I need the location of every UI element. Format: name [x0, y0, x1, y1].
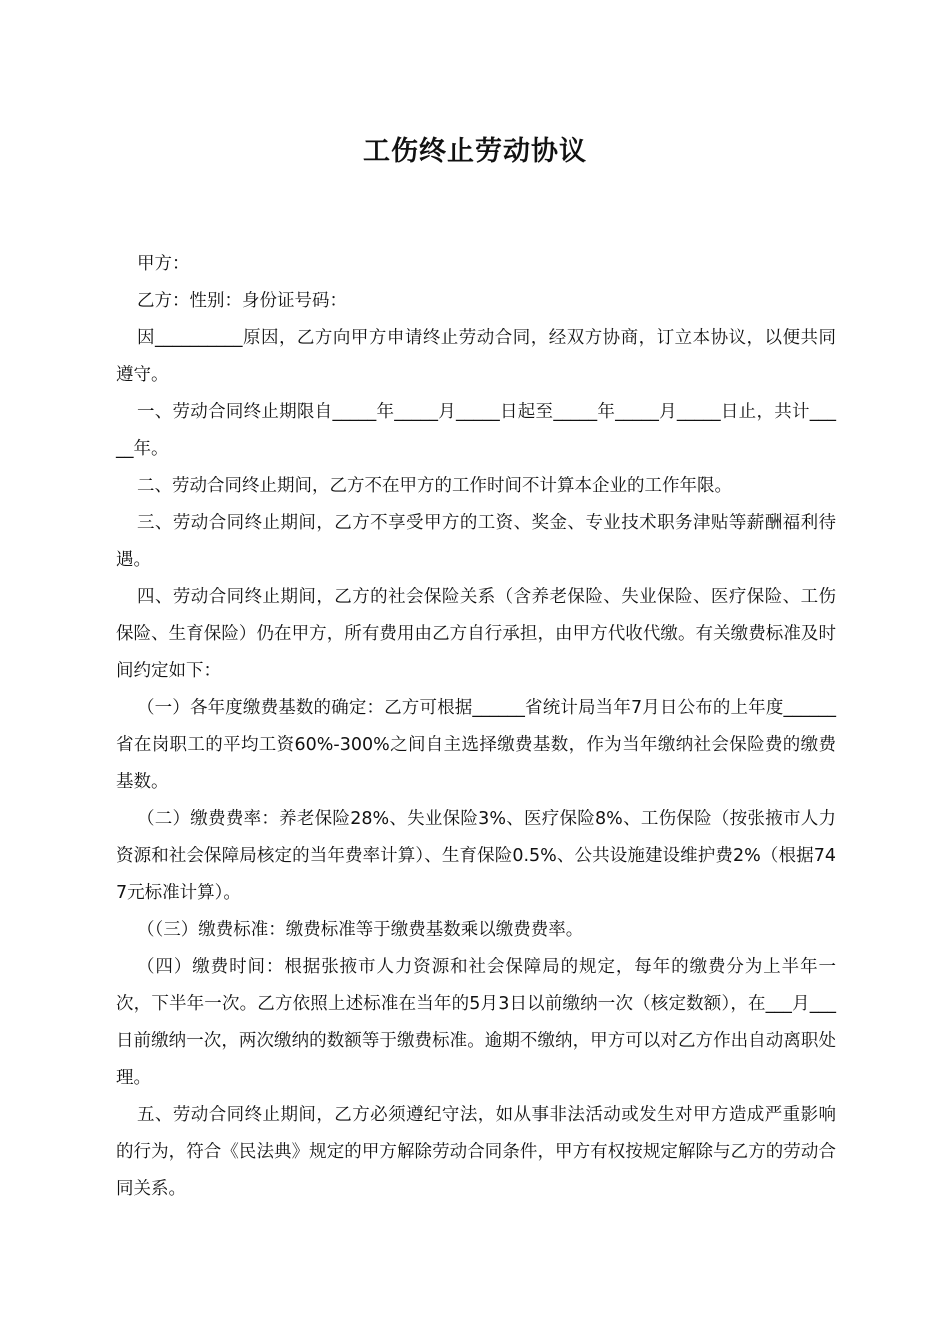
clause-3-paragraph: 三、劳动合同终止期间，乙方不享受甲方的工资、奖金、专业技术职务津贴等薪酬福利待遇。: [116, 513, 836, 570]
clause-2-paragraph: 二、劳动合同终止期间，乙方不在甲方的工作时间不计算本企业的工作年限。: [137, 476, 732, 496]
preamble-paragraph: 因__________原因，乙方向甲方申请终止劳动合同，经双方协商，订立本协议，以便共同遵守。: [116, 328, 836, 385]
clause-4-paragraph: 四、劳动合同终止期间，乙方的社会保险关系（含养老保险、失业保险、医疗保险、工伤保险、生育保险）仍在甲方，所有费用由乙方自行承担，由甲方代收代缴。有关缴费标准及时间约定如下：: [116, 587, 836, 681]
clause-4-2-paragraph: （二）缴费费率：养老保险28%、失业保险3%、医疗保险8%、工伤保险（按张掖市人力资源和社会保障局核定的当年费率计算）、生育保险0.5%、公共设施建设维护费2%（根据747元标准计算）。: [116, 809, 836, 903]
document-title: 工伤终止劳动协议: [363, 136, 587, 167]
clause-4-1-paragraph: （一）各年度缴费基数的确定：乙方可根据______省统计局当年7月日公布的上年度______省在岗职工的平均工资60%-300%之间自主选择缴费基数，作为当年缴纳社会保险费的缴费基数。: [116, 698, 836, 792]
party-b-line: 乙方：性别：身份证号码：: [137, 291, 347, 311]
clause-1-paragraph: 一、劳动合同终止期限自_____年_____月_____日起至_____年_____月_____日止，共计_____年。: [116, 402, 836, 459]
document-body: [116, 246, 836, 1208]
clause-4-3-paragraph: （（三）缴费标准：缴费标准等于缴费基数乘以缴费费率。: [137, 920, 584, 940]
party-a-line: 甲方：: [137, 254, 190, 274]
clause-4-4-paragraph: （四）缴费时间：根据张掖市人力资源和社会保障局的规定，每年的缴费分为上半年一次，下半年一次。乙方依照上述标准在当年的5月3日以前缴纳一次（核定数额），在___月___日前缴纳一次，两次缴纳的数额等于缴费标准。逾期不缴纳，甲方可以对乙方作出自动离职处理。: [116, 957, 836, 1088]
clause-5-paragraph: 五、劳动合同终止期间，乙方必须遵纪守法，如从事非法活动或发生对甲方造成严重影响的行为，符合《民法典》规定的甲方解除劳动合同条件，甲方有权按规定解除与乙方的劳动合同关系。: [116, 1105, 836, 1199]
